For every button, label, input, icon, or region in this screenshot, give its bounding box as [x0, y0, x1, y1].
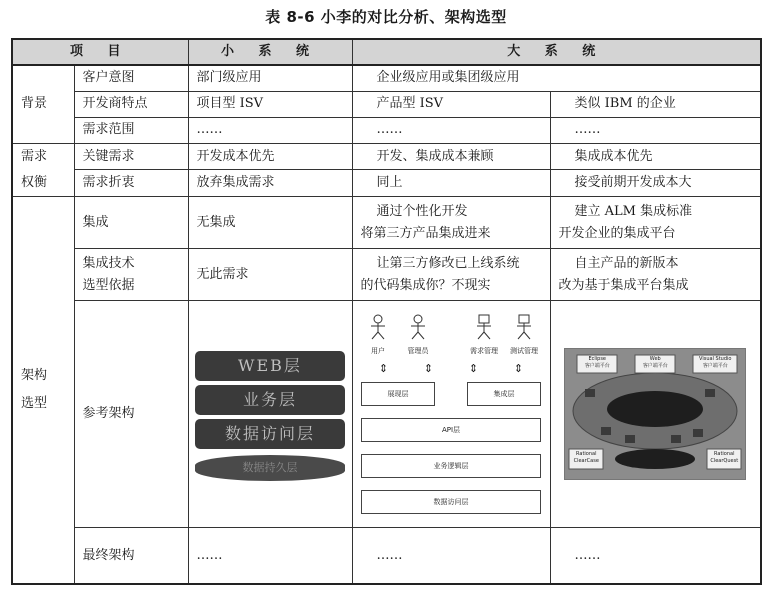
client-type: 客户端平台 [584, 363, 610, 370]
category-label: 架构 [21, 368, 48, 384]
cell: 开发、集成成本兼顾 [352, 143, 550, 170]
category-requirements [12, 143, 74, 196]
eclipse-client-label [577, 356, 617, 370]
row-label [74, 249, 188, 301]
row-label: 集成 [74, 197, 188, 249]
cell: …… [188, 117, 352, 143]
cell: 放弃集成需求 [188, 170, 352, 197]
row-label: 关键需求 [74, 143, 188, 170]
cell-line: 建立 ALM 集成标准 [574, 203, 693, 219]
business-logic-layer-box: 业务逻辑层 [361, 454, 541, 478]
layer-persistence: 数据持久层 [195, 455, 345, 481]
spacer [441, 314, 461, 362]
actor-user [361, 314, 395, 362]
cell: 集成成本优先 [550, 143, 761, 170]
clearcase-label: Rational ClearCase [573, 451, 599, 465]
cell: …… [352, 528, 550, 584]
cell-line: 通过个性化开发 [376, 203, 468, 219]
cell: …… [188, 528, 352, 584]
actor-requirements [467, 314, 501, 362]
cell-line: 改为基于集成平台集成 [558, 277, 689, 293]
actor-testing [507, 314, 541, 362]
data-access-layer-box: 数据访问层 [361, 490, 541, 514]
actor-label: 需求管理 [470, 347, 498, 356]
actor-label: 用户 [371, 347, 385, 356]
cell: 无集成 [188, 197, 352, 249]
row-label: 最终架构 [74, 528, 188, 584]
cell [550, 197, 761, 249]
comparison-table [11, 38, 762, 585]
client-name: Web [649, 356, 661, 363]
table-row [12, 197, 761, 249]
table-row [12, 65, 761, 91]
header-row [12, 39, 761, 65]
cell: 无此需求 [188, 249, 352, 301]
double-arrow-icon: ⇕ [378, 362, 389, 376]
web-client-label [635, 356, 675, 370]
category-label: 权衡 [21, 174, 48, 190]
integration-layer-box: 集成层 [467, 382, 541, 406]
layer-business: 业务层 [195, 385, 345, 415]
table-row [12, 117, 761, 143]
cell-line: 让第三方修改已上线系统 [376, 255, 520, 271]
cell-line: 开发企业的集成平台 [558, 225, 676, 241]
table-row [12, 301, 761, 528]
cell: 接受前期开发成本大 [550, 170, 761, 197]
top-layer-row [361, 376, 541, 406]
header-small-system: 小 系 统 [188, 39, 352, 65]
row-label-line: 选型依据 [82, 277, 135, 293]
actor-label: 测试管理 [510, 347, 538, 356]
row-label: 需求范围 [74, 117, 188, 143]
client-type: 客户端平台 [702, 363, 728, 370]
cell: 类似 IBM 的企业 [550, 91, 761, 117]
layer-stack [195, 351, 345, 481]
double-arrow-icon: ⇕ [468, 362, 479, 376]
category-label: 需求 [21, 148, 48, 164]
row-label: 需求折衷 [74, 170, 188, 197]
header-large-system: 大 系 统 [352, 39, 761, 65]
cell: 项目型 ISV [188, 91, 352, 117]
cell: 部门级应用 [188, 65, 352, 91]
cell-line: 的代码集成你？不现实 [360, 277, 491, 293]
actor-admin [401, 314, 435, 362]
cell: 开发成本优先 [188, 143, 352, 170]
row-label-line: 集成技术 [82, 255, 135, 271]
diagram-small-system [188, 301, 352, 528]
table-row [12, 91, 761, 117]
cell [352, 249, 550, 301]
api-layer-box: API层 [361, 418, 541, 442]
person-icon [368, 314, 388, 340]
architecture-diagram [361, 314, 541, 514]
person-icon [408, 314, 428, 340]
cell: 同上 [352, 170, 550, 197]
table-row [12, 528, 761, 584]
category-background: 背景 [12, 65, 74, 143]
table-row [12, 143, 761, 170]
cell: …… [352, 117, 550, 143]
table-row [12, 170, 761, 197]
cell: …… [550, 117, 761, 143]
table-title: 表 8-6 小李的对比分析、架构选型 [265, 8, 507, 26]
cell [550, 249, 761, 301]
system-actor-icon [474, 314, 494, 340]
clearquest-label: Rational ClearQuest [710, 451, 739, 465]
client-name: Eclipse [588, 356, 607, 363]
cell [352, 197, 550, 249]
category-architecture [12, 197, 74, 584]
arrow-row [361, 362, 541, 376]
actor-row [361, 314, 541, 362]
actor-label: 管理员 [407, 347, 429, 356]
cell: 企业级应用或集团级应用 [352, 65, 761, 91]
cell-line: 将第三方产品集成进来 [360, 225, 491, 241]
client-type: 客户端平台 [642, 363, 668, 370]
client-name: Visual Studio [699, 356, 732, 363]
cell: …… [550, 528, 761, 584]
table-row [12, 249, 761, 301]
cell-line: 自主产品的新版本 [574, 255, 679, 271]
category-label: 选型 [21, 396, 48, 412]
row-label: 客户意图 [74, 65, 188, 91]
row-label: 开发商特点 [74, 91, 188, 117]
double-arrow-icon: ⇕ [423, 362, 434, 376]
presentation-layer-box: 展现层 [361, 382, 435, 406]
header-item: 项 目 [12, 39, 188, 65]
layer-data-access: 数据访问层 [195, 419, 345, 449]
system-actor-icon [514, 314, 534, 340]
alm-platform-image [564, 348, 746, 480]
double-arrow-icon: ⇕ [513, 362, 524, 376]
layer-web: WEB层 [195, 351, 345, 381]
diagram-product-isv [352, 301, 550, 528]
row-label: 参考架构 [74, 301, 188, 528]
cell: 产品型 ISV [352, 91, 550, 117]
vs-client-label [693, 356, 737, 370]
diagram-ibm-platform [550, 301, 761, 528]
